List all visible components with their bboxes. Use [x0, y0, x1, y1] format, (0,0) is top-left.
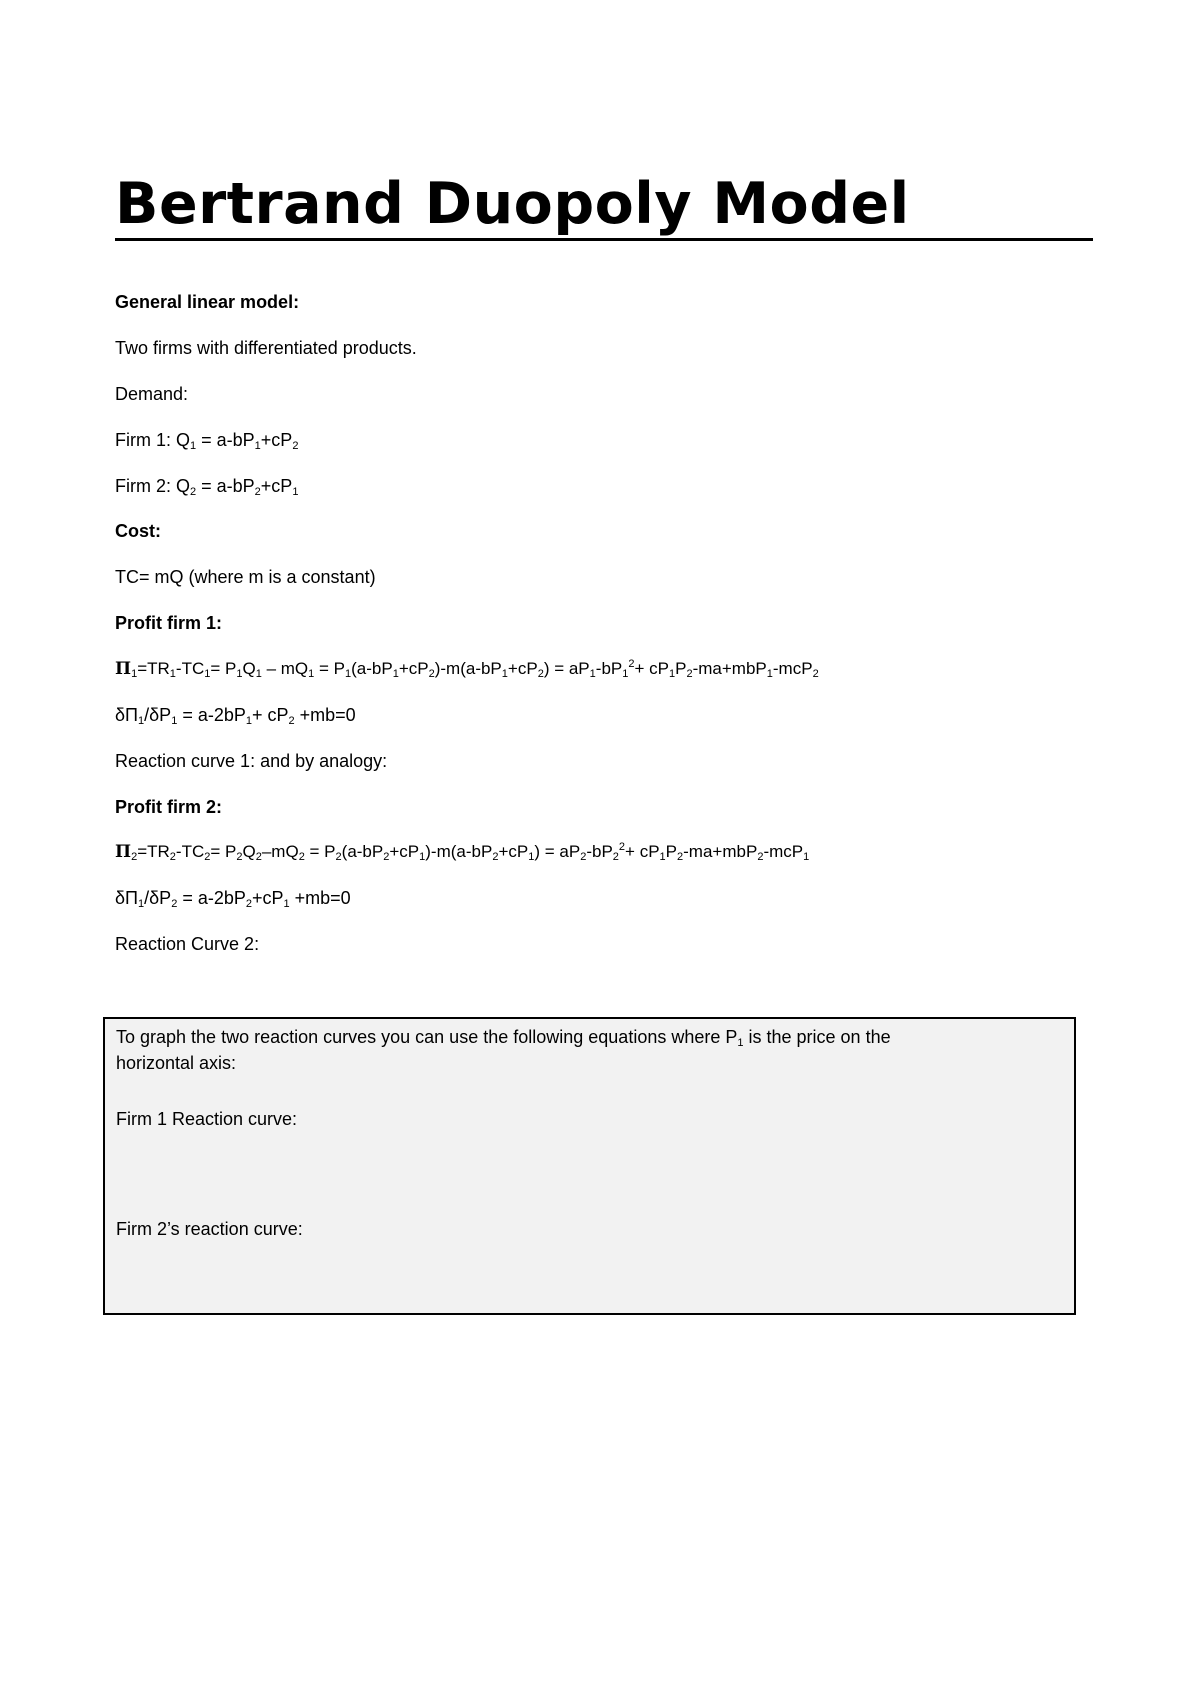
- demand-label: Demand:: [115, 384, 189, 404]
- firm1-demand-equation: Firm 1: $Q_1 = a-bP_1+cP_2$: [115, 430, 299, 452]
- profit-firm2-equation: $\Pi_2=TR_2-TC_2= P_2Q_2-mQ_2 = P_2(a-bP_2+cP_1)-m(a-bP_2+cP_1) = aP_2-bP_2^2+ cP_1P_2-ma+mbP_2-mcP_1$: [115, 841, 810, 863]
- reaction-curve-hint-box: [103, 1017, 1076, 1315]
- cost-heading: Cost:: [115, 521, 161, 541]
- firm2-demand-equation: Firm 2: $Q_2 = a-bP_2+cP_1$: [115, 476, 299, 498]
- derivative-firm1-equation: $\delta\Pi_1/\delta P_1 = a-2bP_1+ cP_2 +mb=0$: [115, 705, 356, 727]
- profit-firm1-heading: Profit firm 1:: [115, 613, 223, 633]
- profit-firm2-heading: Profit firm 2:: [115, 797, 223, 817]
- firm2-reaction-curve-label: Firm 2’s reaction curve:: [116, 1219, 303, 1239]
- derivative-firm2-equation: $\delta\Pi_1/\delta P_2 = a-2bP_2+cP_1 +mb=0$: [115, 888, 351, 910]
- general-model-heading: General linear model:: [115, 292, 300, 312]
- two-firms-text: Two firms with differentiated products.: [115, 338, 417, 358]
- profit-firm1-equation: $\Pi_1=TR_1-TC_1= P_1Q_1 - mQ_1 = P_1(a-bP_1+cP_2)-m(a-bP_1+cP_2) = aP_1-bP_1^2+ cP_1P_2-ma+mbP_1-mcP_2$: [115, 658, 819, 680]
- hint-intro-line1: To graph the two reaction curves you can use the following equations where $P_1$ is the price on the: [116, 1027, 891, 1049]
- firm1-reaction-curve-label: Firm 1 Reaction curve:: [116, 1109, 298, 1129]
- title-underline: [115, 238, 1093, 241]
- page-title: Bertrand Duopoly Model: [115, 171, 910, 237]
- reaction-curve2-label: Reaction Curve 2:: [115, 934, 260, 954]
- reaction-curve1-label: Reaction curve 1: and by analogy:: [115, 751, 388, 771]
- cost-formula: TC= mQ (where m is a constant): [115, 567, 376, 587]
- hint-intro-line2: horizontal axis:: [116, 1053, 237, 1073]
